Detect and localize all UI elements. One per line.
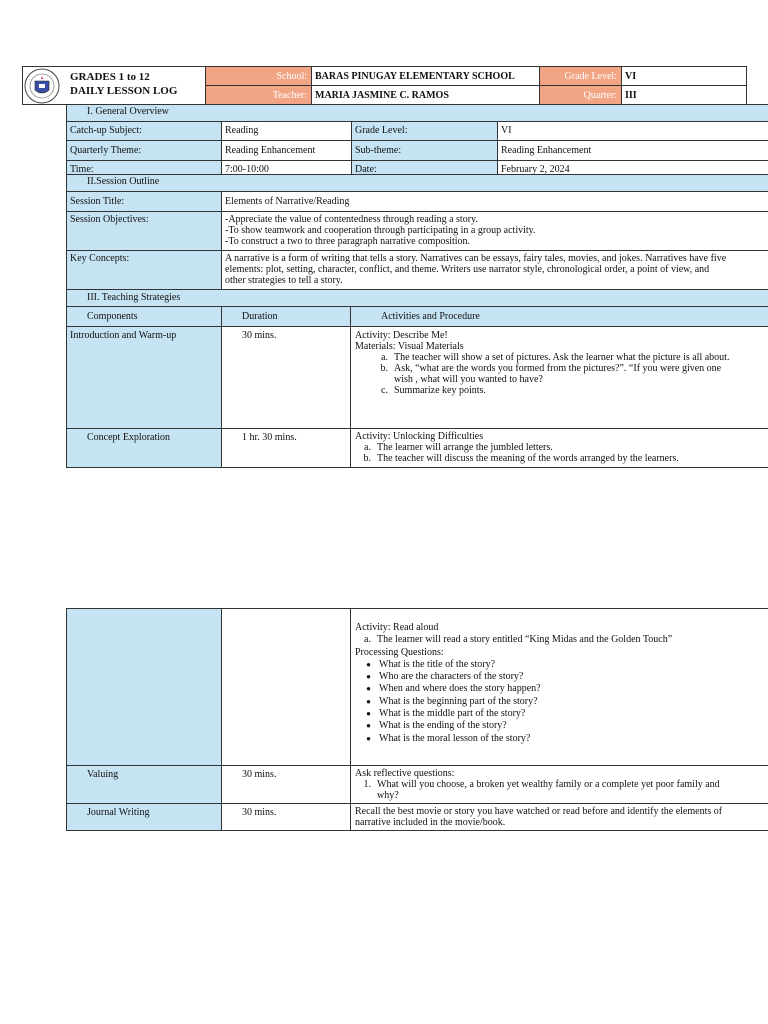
session-objectives-label: Session Objectives: (66, 211, 222, 251)
objective-2: -To show teamwork and cooperation through participating in a group activity. (225, 225, 536, 236)
intro-item-a (355, 352, 768, 363)
question-4-text: What is the beginning part of the story? (379, 695, 538, 707)
question-5-text: What is the middle part of the story? (379, 708, 526, 720)
journal-line-1: Recall the best movie or story you have watched or read before and identify the elements of (355, 806, 723, 817)
quarterly-theme-label: Quarterly Theme: (66, 140, 222, 161)
valuing-duration: 30 mins. (221, 765, 351, 804)
quarterly-theme-value: Reading Enhancement (221, 140, 352, 161)
general-overview-heading (66, 104, 768, 122)
intro-item-a-text: The teacher will show a set of pictures. Ask the learner what the picture is all about. (394, 352, 730, 363)
school-value: BARAS PINUGAY ELEMENTARY SCHOOL (311, 66, 540, 86)
question-3-text: When and where does the story happen? (379, 683, 541, 695)
subtheme-value: Reading Enhancement (497, 140, 768, 161)
question-1-text: What is the title of the story? (379, 658, 496, 670)
processing-questions-label: Processing Questions: (355, 646, 444, 658)
question-2 (355, 671, 768, 683)
concept-duration: 1 hr. 30 mins. (221, 428, 351, 468)
session-outline-title: II.Session Outline (87, 176, 160, 187)
valuing-item-1-marker: 1. (363, 779, 371, 790)
teaching-strategies-heading (66, 289, 768, 307)
question-6 (355, 720, 768, 732)
date-value: February 2, 2024 (497, 160, 768, 175)
bullet-icon: ● (366, 696, 371, 706)
intro-activities (350, 326, 768, 429)
key-concepts-line-1: A narrative is a form of writing that tells a story. Narratives can be essays, fairy tales, movies, and jokes. Narratives have five (225, 253, 727, 264)
bullet-icon: ● (366, 684, 371, 694)
teacher-label: Teacher: (205, 85, 312, 105)
valuing-component: Valuing (66, 765, 222, 804)
read-aloud-title: Activity: Read aloud (355, 622, 439, 633)
quarter-label: Quarter: (539, 85, 622, 105)
school-label: School: (205, 66, 312, 86)
session-title-value: Elements of Narrative/Reading (221, 191, 768, 212)
concept-item-a (355, 442, 768, 453)
col-activities: Activities and Procedure (350, 306, 768, 327)
read-aloud-component (66, 608, 222, 766)
subtheme-label: Sub-theme: (351, 140, 498, 161)
read-aloud-activities (350, 608, 768, 766)
intro-item-c-marker: c. (381, 385, 388, 396)
valuing-item-1-text: What will you choose, a broken yet wealthy family or a complete yet poor family and (377, 779, 720, 790)
general-overview-title: I. General Overview (87, 106, 169, 117)
journal-component: Journal Writing (66, 803, 222, 831)
question-6-text: What is the ending of the story? (379, 720, 507, 732)
intro-item-b-cont-text: wish , what will you wanted to have? (394, 374, 543, 385)
read-aloud-duration (221, 608, 351, 766)
deped-seal-icon (24, 68, 60, 104)
journal-duration: 30 mins. (221, 803, 351, 831)
grade-level-label-header: Grade Level: (539, 66, 622, 86)
bullet-icon: ● (366, 672, 371, 682)
intro-item-c-text: Summarize key points. (394, 385, 486, 396)
read-aloud-item-marker: a. (364, 634, 371, 646)
valuing-title: Ask reflective questions: (355, 768, 455, 779)
intro-duration: 30 mins. (221, 326, 351, 429)
question-5 (355, 708, 768, 720)
session-outline-heading (66, 174, 768, 192)
question-4 (355, 696, 768, 708)
concept-activities (350, 428, 768, 468)
key-concepts-line-2: elements: plot, setting, character, conflict, and theme. Writers use narrator style, chronological order, a point of view, and (225, 264, 710, 275)
intro-item-c (355, 385, 768, 396)
intro-item-b-marker: b. (380, 363, 388, 374)
question-7-text: What is the moral lesson of the story? (379, 732, 531, 744)
session-title-label: Session Title: (66, 191, 222, 212)
grades-title: GRADES 1 to 12 (70, 71, 150, 83)
intro-materials: Materials: Visual Materials (355, 341, 464, 352)
col-components: Components (66, 306, 222, 327)
teacher-value: MARIA JASMINE C. RAMOS (311, 85, 540, 105)
intro-item-a-marker: a. (381, 352, 388, 363)
journal-activities (350, 803, 768, 831)
intro-component: Introduction and Warm-up (66, 326, 222, 429)
bullet-icon: ● (366, 733, 371, 743)
objective-1: -Appreciate the value of contentedness through reading a story. (225, 214, 478, 225)
read-aloud-item (355, 634, 768, 646)
intro-item-b-cont (355, 374, 768, 385)
time-value: 7:00-10:00 (221, 160, 352, 175)
valuing-item-1-cont: why? (377, 790, 399, 801)
grade-level-label: Grade Level: (351, 121, 498, 141)
concept-item-b-text: The teacher will discuss the meaning of the words arranged by the learners. (377, 453, 679, 464)
concept-component: Concept Exploration (66, 428, 222, 468)
concept-activity-title: Activity: Unlocking Difficulties (355, 431, 484, 442)
bullet-icon: ● (366, 721, 371, 731)
concept-item-a-marker: a. (364, 442, 371, 453)
intro-activity-title: Activity: Describe Me! (355, 330, 448, 341)
col-duration: Duration (221, 306, 351, 327)
concept-item-b (355, 453, 768, 464)
question-1 (355, 659, 768, 671)
objective-3: -To construct a two to three paragraph narrative composition. (225, 236, 471, 247)
concept-item-b-marker: b. (363, 453, 371, 464)
session-objectives-value (221, 211, 768, 251)
catchup-label: Catch-up Subject: (66, 121, 222, 141)
intro-item-b-cont-marker (374, 374, 388, 385)
daily-lesson-log-title: DAILY LESSON LOG (70, 85, 178, 97)
key-concepts-line-3: other strategies to tell a story. (225, 275, 343, 286)
catchup-value: Reading (221, 121, 352, 141)
valuing-activities (350, 765, 768, 804)
bullet-icon: ● (366, 709, 371, 719)
read-aloud-item-text: The learner will read a story entitled “King Midas and the Golden Touch” (377, 634, 673, 646)
key-concepts-label: Key Concepts: (66, 250, 222, 290)
intro-item-b (355, 363, 768, 374)
intro-item-b-text: Ask, “what are the words you formed from the pictures?”. “If you were given one (394, 363, 722, 374)
bullet-icon: ● (366, 659, 371, 669)
key-concepts-value (221, 250, 768, 290)
quarter-value: III (621, 85, 747, 105)
time-label: Time: (66, 160, 222, 175)
question-2-text: Who are the characters of the story? (379, 671, 524, 683)
grade-level-value: VI (497, 121, 768, 141)
journal-line-2: narrative included in the movie/book. (355, 817, 506, 828)
grade-level-value-header: VI (621, 66, 747, 86)
question-3 (355, 683, 768, 695)
date-label: Date: (351, 160, 498, 175)
teaching-strategies-title: III. Teaching Strategies (87, 292, 181, 303)
valuing-item-1 (355, 779, 768, 790)
concept-item-a-text: The learner will arrange the jumbled letters. (377, 442, 553, 453)
question-7 (355, 733, 768, 745)
